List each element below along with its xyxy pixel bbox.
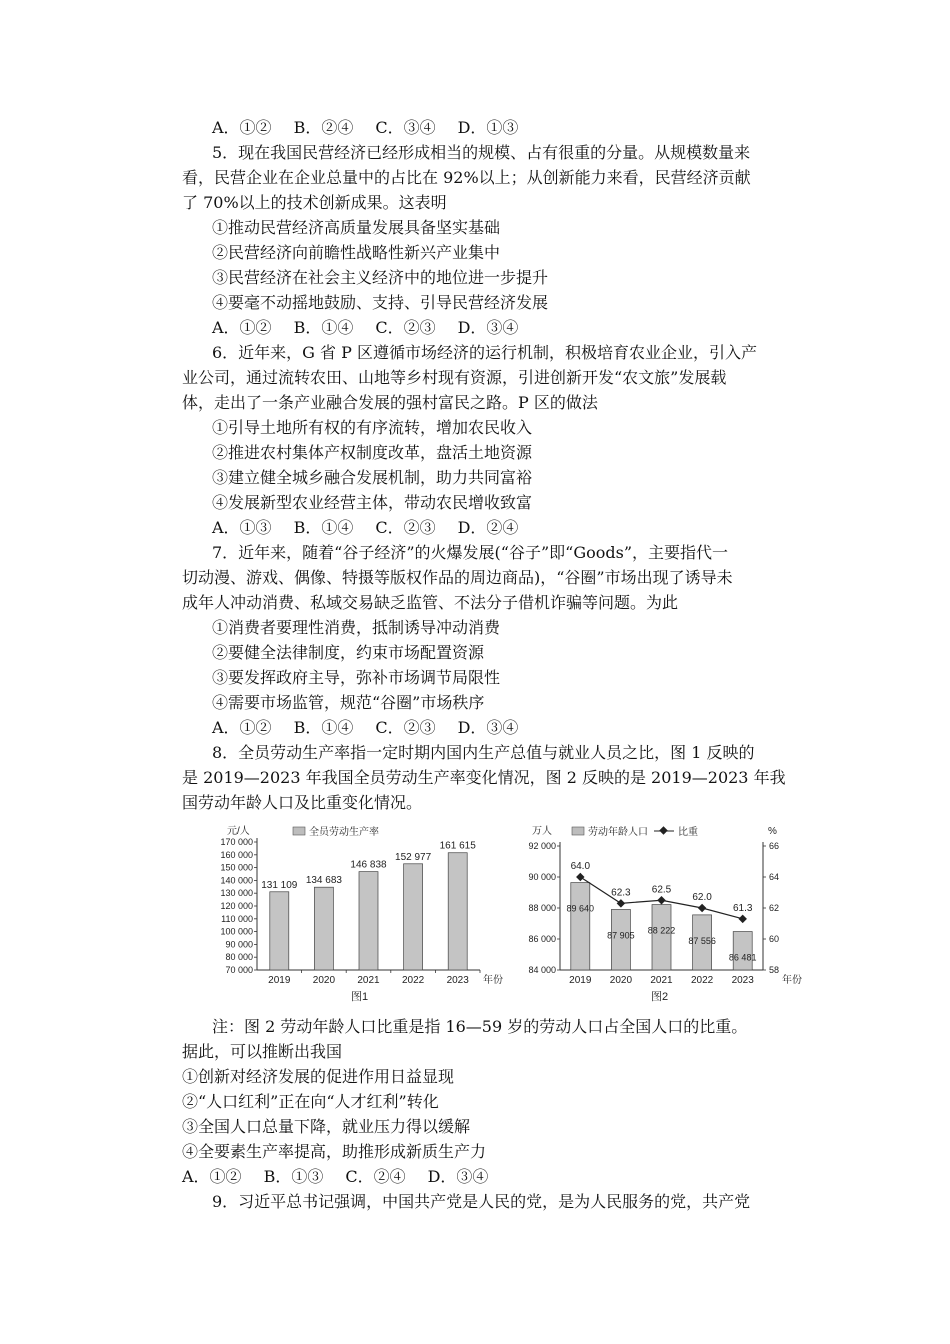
fig2-x-tick-label: 2021 <box>650 975 673 986</box>
fig2-bar-value-label: 86 481 <box>728 952 757 963</box>
fig1-ylabel: 元/人 <box>227 826 250 837</box>
q8-choice-d[interactable]: D．③④ <box>427 1167 489 1186</box>
fig2-ratio-marker <box>617 899 625 907</box>
fig1-bar-value-label: 152 977 <box>395 851 432 863</box>
fig1-y-tick-label: 160 000 <box>220 849 253 860</box>
fig2-bar <box>652 905 671 970</box>
q6-choices <box>212 518 540 538</box>
q7-choice-b[interactable]: B．①④ <box>293 718 354 737</box>
fig2-ratio-marker <box>698 904 706 912</box>
q7-stem-line2: 切动漫、游戏、偶像、特摄等版权作品的周边商品)，“谷圈”市场出现了诱导未 <box>182 568 733 587</box>
q8-option-4: ④全要素生产率提高，助推形成新质生产力 <box>182 1142 487 1161</box>
fig1-xlabel: 年份 <box>483 975 503 986</box>
q7-stem-line1: 7．近年来，随着“谷子经济”的火爆发展(“谷子”即“Goods”，主要指代一 <box>212 543 729 562</box>
fig1-y-tick-label: 140 000 <box>220 875 253 886</box>
fig2-y-tick-label-left: 86 000 <box>528 934 556 944</box>
fig2-ylabel-left: 万人 <box>532 826 552 837</box>
q8-option-1: ①创新对经济发展的促进作用日益显现 <box>182 1067 455 1086</box>
q7-option-2: ②要健全法律制度，约束市场配置资源 <box>212 643 485 662</box>
fig2-y-tick-label-left: 84 000 <box>528 965 556 975</box>
fig2-y-tick-label-right: 64 <box>769 872 780 882</box>
fig2-ratio-marker <box>738 915 746 923</box>
q5-choices <box>212 318 540 338</box>
fig1-y-tick-label: 120 000 <box>220 901 253 911</box>
fig1-bar <box>448 853 467 970</box>
q5-choice-d[interactable]: D．③④ <box>457 318 519 337</box>
q9-stem-line1: 9．习近平总书记强调，中国共产党是人民的党，是为人民服务的党，共产党 <box>212 1192 751 1211</box>
fig1-x-tick-label: 2020 <box>312 975 336 986</box>
fig1-y-tick-label: 170 000 <box>220 837 253 847</box>
q4-choice-b[interactable]: B．②④ <box>293 118 354 137</box>
q8-lead: 据此，可以推断出我国 <box>182 1042 343 1061</box>
q5-choice-c[interactable]: C．②③ <box>375 318 436 337</box>
fig1-bar-value-label: 134 683 <box>305 875 342 887</box>
fig2-x-tick-label: 2022 <box>690 975 714 986</box>
fig1-bar-value-label: 131 109 <box>261 879 298 891</box>
q7-option-3: ③要发挥政府主导，弥补市场调节局限性 <box>212 668 501 687</box>
fig2-legend-marker <box>659 826 667 834</box>
fig2-y-tick-label-left: 92 000 <box>528 841 556 851</box>
q8-stem-line3: 国劳动年龄人口及比重变化情况。 <box>182 793 423 812</box>
q4-choices <box>212 118 540 138</box>
fig2-x-tick-label: 2020 <box>609 975 633 986</box>
fig2-y-tick-label-left: 88 000 <box>528 903 556 913</box>
q7-choices <box>212 718 540 738</box>
q6-choice-a[interactable]: A．①③ <box>212 518 272 537</box>
fig2-legend-bar-label: 劳动年龄人口 <box>588 827 648 838</box>
q5-choice-b[interactable]: B．①④ <box>293 318 354 337</box>
q6-option-1: ①引导土地所有权的有序流转，增加农民收入 <box>212 418 533 437</box>
fig2-bar-value-label: 88 222 <box>647 925 676 936</box>
fig2-legend-bar-swatch <box>572 827 584 835</box>
q8-choice-b[interactable]: B．①③ <box>263 1167 324 1186</box>
q5-option-3: ③民营经济在社会主义经济中的地位进一步提升 <box>212 268 549 287</box>
fig2-ratio-value-label: 61.3 <box>732 902 753 914</box>
fig2-y-tick-label-right: 58 <box>769 965 780 975</box>
q6-choice-c[interactable]: C．②③ <box>375 518 436 537</box>
q5-stem-line1: 5．现在我国民营经济已经形成相当的规模、占有很重的分量。从规模数量来 <box>212 143 751 162</box>
q6-choice-b[interactable]: B．①④ <box>293 518 354 537</box>
fig1-bar-value-label: 161 615 <box>439 840 476 852</box>
q7-choice-d[interactable]: D．③④ <box>457 718 519 737</box>
fig2-y-tick-label-right: 62 <box>769 903 780 913</box>
fig1-bar-value-label: 146 838 <box>350 859 387 871</box>
fig2-ratio-value-label: 62.3 <box>611 887 631 899</box>
q8-choice-a[interactable]: A．①② <box>182 1167 242 1186</box>
fig2-bar <box>733 932 752 970</box>
fig2-legend-line-label: 比重 <box>678 827 698 838</box>
q4-choice-d[interactable]: D．①③ <box>457 118 519 137</box>
q5-choice-a[interactable]: A．①② <box>212 318 272 337</box>
fig1-x-tick-label: 2021 <box>357 975 380 986</box>
fig2-y-tick-label-right: 60 <box>769 934 780 944</box>
fig1-legend-label: 全员劳动生产率 <box>309 827 379 838</box>
q7-stem-line3: 成年人冲动消费、私域交易缺乏监管、不法分子借机诈骗等问题。为此 <box>182 593 679 612</box>
q5-stem-line3: 了 70%以上的技术创新成果。这表明 <box>182 193 447 212</box>
fig1-legend-swatch <box>293 827 305 835</box>
fig2-x-tick-label: 2019 <box>569 975 592 986</box>
fig2-ratio-value-label: 64.0 <box>570 861 591 872</box>
q6-option-3: ③建立健全城乡融合发展机制，助力共同富裕 <box>212 468 533 487</box>
q6-stem-line2: 业公司，通过流转农田、山地等乡村现有资源，引进创新开发“农文旅”发展载 <box>182 368 727 387</box>
fig1-y-tick-label: 80 000 <box>225 952 253 963</box>
fig2-title: 图2 <box>651 991 669 1003</box>
q6-stem-line3: 体，走出了一条产业融合发展的强村富民之路。P 区的做法 <box>182 393 598 412</box>
fig2-ratio-marker <box>576 873 584 881</box>
fig1-y-tick-label: 130 000 <box>220 888 253 899</box>
q7-choice-c[interactable]: C．②③ <box>375 718 436 737</box>
q6-option-4: ④发展新型农业经营主体，带动农民增收致富 <box>212 493 533 512</box>
q8-option-3: ③全国人口总量下降，就业压力得以缓解 <box>182 1117 471 1136</box>
q5-option-2: ②民营经济向前瞻性战略性新兴产业集中 <box>212 243 501 262</box>
q7-choice-a[interactable]: A．①② <box>212 718 272 737</box>
fig1-x-tick-label: 2022 <box>401 975 425 986</box>
fig1-bar <box>404 864 423 970</box>
q8-note: 注：图 2 劳动年龄人口比重是指 16—59 岁的劳动人口占全国人口的比重。 <box>212 1017 748 1036</box>
q5-option-4: ④要毫不动摇地鼓励、支持、引导民营经济发展 <box>212 293 549 312</box>
fig2-ylabel-right: % <box>768 826 777 837</box>
q6-option-2: ②推进农村集体产权制度改革，盘活土地资源 <box>212 443 533 462</box>
q8-stem-line2: 是 2019—2023 年我国全员劳动生产率变化情况，图 2 反映的是 2019—2023 年我 <box>182 768 786 787</box>
q8-stem-line1: 8．全员劳动生产率指一定时期内国内生产总值与就业人员之比，图 1 反映的 <box>212 743 755 762</box>
q6-choice-d[interactable]: D．②④ <box>457 518 519 537</box>
q7-option-1: ①消费者要理性消费，抵制诱导冲动消费 <box>212 618 501 637</box>
q4-choice-c[interactable]: C．③④ <box>375 118 436 137</box>
q8-choice-c[interactable]: C．②④ <box>345 1167 406 1186</box>
fig2-xlabel: 年份 <box>782 975 802 986</box>
fig2-bar-value-label: 87 905 <box>607 930 635 941</box>
fig1-x-tick-label: 2019 <box>268 975 291 986</box>
fig1-x-tick-label: 2023 <box>446 975 469 986</box>
fig2-ratio-value-label: 62.5 <box>651 884 672 896</box>
figure-1-chart <box>205 820 510 1005</box>
fig1-y-tick-label: 150 000 <box>220 862 253 873</box>
fig2-ratio-marker <box>657 896 665 904</box>
q8-option-2: ②“人口红利”正在向“人才红利”转化 <box>182 1092 439 1111</box>
fig1-y-tick-label: 70 000 <box>225 965 253 975</box>
q4-choice-a[interactable]: A．①② <box>212 118 272 137</box>
fig2-y-tick-label-left: 90 000 <box>528 872 556 882</box>
fig2-x-tick-label: 2023 <box>731 975 754 986</box>
fig1-bar <box>359 872 378 970</box>
fig1-title: 图1 <box>351 991 369 1003</box>
fig1-bar <box>270 892 289 970</box>
fig2-bar-value-label: 87 556 <box>688 935 716 946</box>
q7-option-4: ④需要市场监管，规范“谷圈”市场秩序 <box>212 693 485 712</box>
fig1-y-tick-label: 90 000 <box>225 939 253 950</box>
q5-stem-line2: 看，民营企业在企业总量中的占比在 92%以上；从创新能力来看，民营经济贡献 <box>182 168 751 187</box>
figure-2-chart <box>510 820 810 1005</box>
fig1-y-tick-label: 100 000 <box>220 926 253 937</box>
fig1-y-tick-label: 110 000 <box>221 913 253 924</box>
fig2-bar <box>571 883 590 970</box>
q6-stem-line1: 6．近年来，G 省 P 区遵循市场经济的运行机制，积极培育农业企业，引入产 <box>212 343 757 362</box>
q5-option-1: ①推动民营经济高质量发展具备坚实基础 <box>212 218 501 237</box>
fig2-bar-value-label: 89 640 <box>566 903 595 914</box>
fig2-y-tick-label-right: 66 <box>769 841 780 851</box>
q8-choices <box>182 1167 510 1187</box>
fig1-bar <box>314 887 333 970</box>
fig2-ratio-value-label: 62.0 <box>692 892 712 903</box>
